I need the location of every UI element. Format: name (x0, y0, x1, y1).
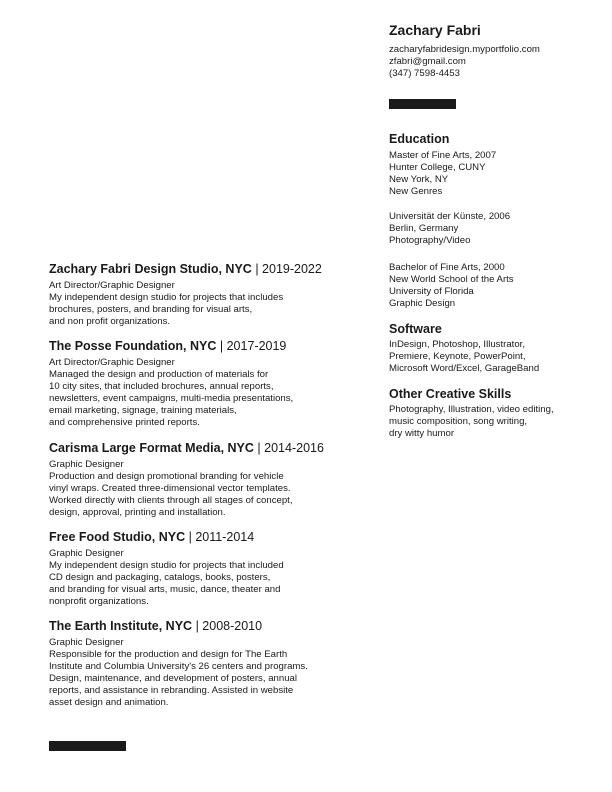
education-line: New Genres (389, 186, 443, 197)
job-description-line: asset design and animation. (49, 697, 169, 708)
job-role: Art Director/Graphic Designer (49, 357, 175, 368)
job-description-line: and non profit organizations. (49, 316, 171, 327)
contact-block (389, 22, 599, 80)
divider-bar-bottom (49, 741, 126, 751)
job-title (49, 339, 349, 354)
job-title (49, 530, 349, 545)
job-description-line: Worked directly with clients through all stages of concept, (49, 495, 293, 506)
education-line: New York, NY (389, 174, 449, 185)
education-heading: Education (389, 132, 450, 146)
software-line: Microsoft Word/Excel, GarageBand (389, 363, 540, 374)
job-title (49, 619, 349, 634)
job-separator: | (255, 262, 259, 276)
education-line: University of Florida (389, 286, 474, 297)
job-description-line: Institute and Columbia University's 26 centers and programs. (49, 661, 308, 672)
job-description-line: and branding for visual arts, music, dance, theater and (49, 584, 281, 595)
job-years: 2008-2010 (202, 619, 263, 633)
job-description-line: Managed the design and production of materials for (49, 369, 269, 380)
job-description-line: brochures, posters, and branding for visual arts, (49, 304, 253, 315)
job-entry (49, 441, 349, 519)
education-entry-3 (389, 262, 514, 310)
education-line: Hunter College, CUNY (389, 162, 486, 173)
job-years: 2011-2014 (195, 530, 255, 544)
job-description-line: Responsible for the production and design for The Earth (49, 649, 288, 660)
software-list (389, 339, 539, 375)
job-role: Graphic Designer (49, 637, 124, 648)
phone-number: (347) 7598-4453 (389, 68, 460, 79)
education-entry-1 (389, 150, 496, 198)
education-line: New World School of the Arts (389, 274, 514, 285)
job-years: 2017-2019 (226, 339, 287, 353)
person-name: Zachary Fabri (389, 22, 481, 38)
divider-bar-top (389, 99, 456, 109)
job-title (49, 262, 349, 277)
job-description-line: CD design and packaging, catalogs, books, posters, (49, 572, 271, 583)
job-entry (49, 530, 349, 608)
education-line: Graphic Design (389, 298, 456, 309)
education-line: Master of Fine Arts, 2007 (389, 150, 497, 161)
job-separator: | (195, 619, 199, 633)
skills-line: music composition, song writing, (389, 416, 528, 427)
education-line: Berlin, Germany (389, 223, 459, 234)
job-description-line: newsletters, event campaigns, multi-media presentations, (49, 393, 294, 404)
job-description-line: and comprehensive printed reports. (49, 417, 200, 428)
job-description-line: design, approval, printing and installation. (49, 507, 226, 518)
job-organization: Carisma Large Format Media, NYC (49, 441, 254, 455)
job-entry (49, 262, 349, 328)
job-title (49, 441, 349, 456)
job-description-line: nonprofit organizations. (49, 596, 149, 607)
job-description-line: email marketing, signage, training materials, (49, 405, 237, 416)
website-link[interactable]: zacharyfabridesign.myportfolio.com (389, 44, 540, 55)
job-role: Art Director/Graphic Designer (49, 280, 175, 291)
job-description-line: My independent design studio for projects that included (49, 560, 284, 571)
job-years: 2014-2016 (264, 441, 324, 455)
job-description-line: Production and design promotional branding for vehicle (49, 471, 284, 482)
education-entry-2 (389, 211, 510, 247)
skills-heading: Other Creative Skills (389, 387, 512, 401)
job-organization: Zachary Fabri Design Studio, NYC (49, 262, 252, 276)
job-role: Graphic Designer (49, 548, 124, 559)
job-description-line: vinyl wraps. Created three-dimensional vector templates. (49, 483, 291, 494)
job-organization: The Earth Institute, NYC (49, 619, 193, 633)
job-description-line: My independent design studio for projects that includes (49, 292, 284, 303)
job-separator: | (188, 530, 192, 544)
job-entry (49, 619, 349, 709)
job-description-line: reports, and assistance in rebranding. Assisted in website (49, 685, 294, 696)
job-organization: Free Food Studio, NYC (49, 530, 186, 544)
job-organization: The Posse Foundation, NYC (49, 339, 217, 353)
software-heading: Software (389, 322, 442, 336)
job-separator: | (219, 339, 224, 353)
job-description-line: Design, maintenance, and development of posters, annual (49, 673, 297, 684)
skills-line: dry witty humor (389, 428, 455, 439)
skills-list (389, 404, 554, 440)
software-line: Premiere, Keynote, PowerPoint, (389, 351, 526, 362)
job-description-line: 10 city sites, that included brochures, annual reports, (49, 381, 274, 392)
education-line: Bachelor of Fine Arts, 2000 (389, 262, 505, 273)
education-line: Universität der Künste, 2006 (389, 211, 511, 222)
skills-line: Photography, Illustration, video editing, (389, 404, 554, 415)
job-separator: | (257, 441, 261, 455)
email-link[interactable]: zfabri@gmail.com (389, 56, 466, 67)
software-line: InDesign, Photoshop, Illustrator, (389, 339, 525, 350)
job-entry (49, 339, 349, 429)
education-line: Photography/Video (389, 235, 471, 246)
job-role: Graphic Designer (49, 459, 124, 470)
job-years: 2019-2022 (262, 262, 322, 276)
